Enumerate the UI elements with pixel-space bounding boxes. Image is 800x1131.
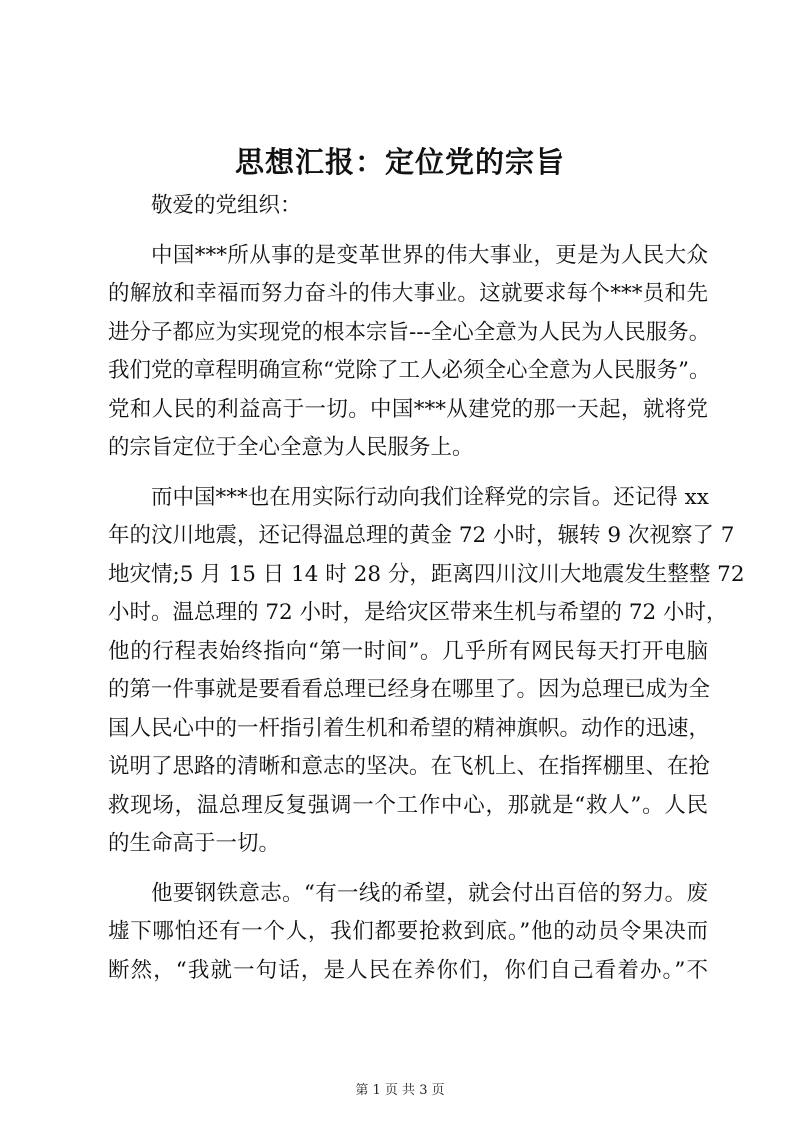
paragraph-line: 救现场，温总理反复强调一个工作中心，那就是“救人”。人民: [108, 792, 708, 818]
paragraph-gap: [108, 468, 708, 479]
paragraph-line: 的第一件事就是要看看总理已经身在哪里了。因为总理已成为全: [108, 677, 711, 702]
paragraph-line: 说明了思路的清晰和意志的坚决。在飞机上、在指挥棚里、在抢: [108, 754, 711, 779]
document-title: 思想汇报：定位党的宗旨: [234, 145, 565, 179]
paragraph-line: 地灾情;5 月 15 日 14 时 28 分，距离四川汶川大地震发生整整 72: [108, 561, 745, 587]
paragraph-line: 党和人民的利益高于一切。中国***从建党的那一天起，就将党: [108, 396, 708, 422]
paragraph-line: 我们党的章程明确宣称“党除了工人必须全心全意为人民服务”。: [108, 358, 711, 383]
document-body: [108, 187, 745, 990]
paragraph-line: 国人民心中的一杆指引着生机和希望的精神旗帜。动作的迅速，: [108, 715, 711, 741]
paragraph-2: [108, 479, 745, 864]
paragraph-line: 年的汶川地震，还记得温总理的黄金 72 小时，辗转 9 次视察了 7: [108, 523, 735, 548]
paragraph-line: 小时。温总理的 72 小时，是给灾区带来生机与希望的 72 小时，: [108, 600, 728, 625]
paragraph-3: [108, 875, 708, 991]
paragraph-line: 的生命高于一切。: [108, 831, 281, 856]
paragraph-gap: [108, 226, 708, 237]
paragraph-line: 断然，“我就一句话，是人民在养你们，你们自己看着办。”不: [108, 957, 708, 983]
paragraph-line: 进分子都应为实现党的根本宗旨---全心全意为人民为人民服务。: [108, 319, 711, 345]
paragraph-line: 中国***所从事的是变革世界的伟大事业，更是为人民大众: [151, 242, 708, 268]
salutation: 敬爱的党组织：: [151, 193, 302, 218]
paragraph-line: 他的行程表始终指向“第一时间”。几乎所有网民每天打开电脑: [108, 638, 708, 664]
paragraph-line: 墟下哪怕还有一个人，我们都要抢救到底。”他的动员令果决而: [108, 919, 708, 944]
paragraph-1: [108, 237, 711, 468]
paragraph-line: 他要钢铁意志。“有一线的希望，就会付出百倍的努力。废: [151, 880, 708, 906]
page-number-footer: 第 1 页 共 3 页: [355, 1083, 445, 1098]
paragraph-line: 而中国***也在用实际行动向我们诠释党的宗旨。还记得 xx: [151, 484, 709, 510]
paragraph-line: 的解放和幸福而努力奋斗的伟大事业。这就要求每个***员和先: [108, 281, 708, 306]
paragraph-gap: [108, 864, 708, 875]
paragraph-line: 的宗旨定位于全心全意为人民服务上。: [108, 435, 474, 460]
